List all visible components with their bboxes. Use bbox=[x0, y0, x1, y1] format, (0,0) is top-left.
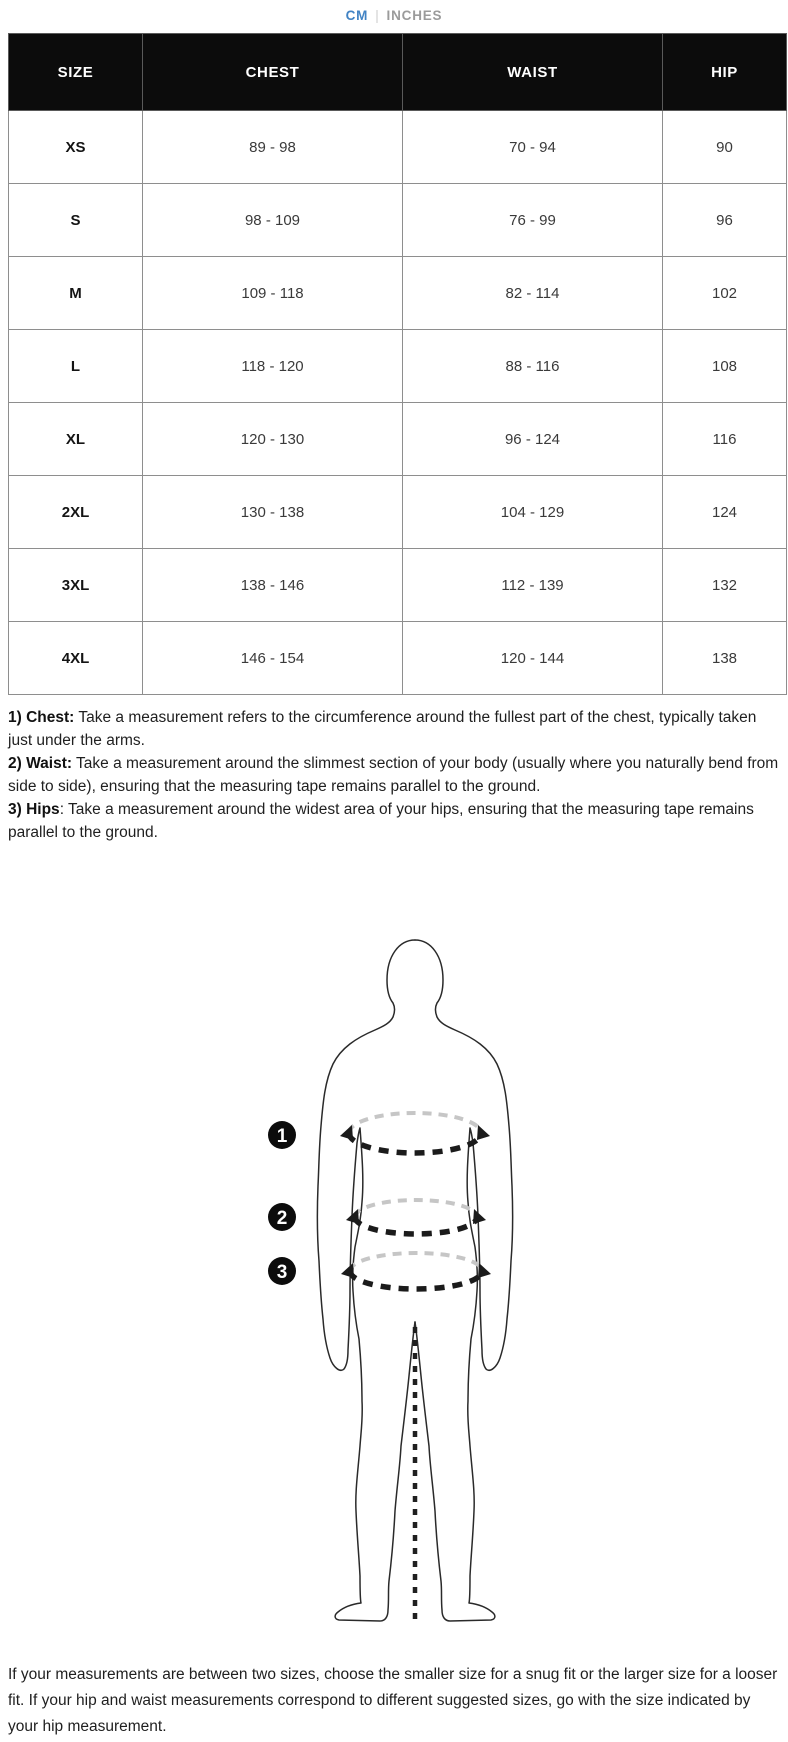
waist-value: 76 - 99 bbox=[403, 184, 663, 257]
waist-value: 112 - 139 bbox=[403, 549, 663, 622]
size-label: 3XL bbox=[9, 549, 143, 622]
table-row bbox=[9, 330, 787, 403]
hip-value: 108 bbox=[663, 330, 787, 403]
hip-value: 102 bbox=[663, 257, 787, 330]
table-row bbox=[9, 257, 787, 330]
size-chart-table bbox=[8, 33, 787, 695]
column-header-chest: CHEST bbox=[143, 34, 403, 111]
toggle-separator: | bbox=[375, 8, 380, 23]
waist-value: 96 - 124 bbox=[403, 403, 663, 476]
body-measurement-diagram bbox=[230, 930, 570, 1630]
note-chest-label: 1) Chest: bbox=[8, 709, 75, 726]
column-header-hip: HIP bbox=[663, 34, 787, 111]
toggle-cm[interactable]: CM bbox=[345, 8, 369, 23]
chest-value: 109 - 118 bbox=[143, 257, 403, 330]
column-header-size: SIZE bbox=[9, 34, 143, 111]
waist-value: 70 - 94 bbox=[403, 111, 663, 184]
sizing-advice-text: If your measurements are between two sizes, choose the smaller size for a snug fit or the larger size for a looser fit. If your hip and waist measurements correspond to different suggested sizes, go with the size indicated by your hip measurement. bbox=[8, 1666, 778, 1735]
marker-3-hips bbox=[268, 1257, 296, 1285]
chest-value: 146 - 154 bbox=[143, 622, 403, 695]
chest-value: 89 - 98 bbox=[143, 111, 403, 184]
hip-value: 124 bbox=[663, 476, 787, 549]
table-row bbox=[9, 403, 787, 476]
svg-text:3: 3 bbox=[276, 1262, 288, 1283]
measurement-notes bbox=[8, 706, 780, 844]
waist-value: 82 - 114 bbox=[403, 257, 663, 330]
svg-text:2: 2 bbox=[276, 1208, 288, 1229]
table-header-row bbox=[9, 34, 787, 111]
body-outline bbox=[317, 940, 512, 1621]
note-hips bbox=[8, 798, 780, 844]
hip-value: 132 bbox=[663, 549, 787, 622]
hip-value: 138 bbox=[663, 622, 787, 695]
note-waist-label: 2) Waist: bbox=[8, 755, 73, 772]
chest-value: 118 - 120 bbox=[143, 330, 403, 403]
size-label: XS bbox=[9, 111, 143, 184]
note-waist-text: Take a measurement around the slimmest section of your body (usually where you naturally bend from side to side), ensuring that the measuring tape remains parallel to the ground. bbox=[8, 755, 779, 795]
table-row bbox=[9, 184, 787, 257]
note-chest-text: Take a measurement refers to the circumference around the fullest part of the chest, typically taken just under the arms. bbox=[8, 709, 757, 749]
marker-1-chest bbox=[268, 1121, 296, 1149]
chest-measure-line bbox=[340, 1113, 490, 1153]
marker-2-waist bbox=[268, 1203, 296, 1231]
waist-value: 104 - 129 bbox=[403, 476, 663, 549]
note-chest bbox=[8, 706, 780, 752]
size-label: 2XL bbox=[9, 476, 143, 549]
table-row bbox=[9, 476, 787, 549]
size-label: 4XL bbox=[9, 622, 143, 695]
chest-value: 98 - 109 bbox=[143, 184, 403, 257]
hip-value: 96 bbox=[663, 184, 787, 257]
chest-value: 120 - 130 bbox=[143, 403, 403, 476]
table-row bbox=[9, 549, 787, 622]
hip-value: 116 bbox=[663, 403, 787, 476]
waist-measure-line bbox=[346, 1200, 486, 1234]
size-label: S bbox=[9, 184, 143, 257]
chest-value: 138 - 146 bbox=[143, 549, 403, 622]
units-toggle bbox=[0, 8, 788, 23]
waist-value: 120 - 144 bbox=[403, 622, 663, 695]
waist-value: 88 - 116 bbox=[403, 330, 663, 403]
table-row bbox=[9, 622, 787, 695]
hip-value: 90 bbox=[663, 111, 787, 184]
size-label: L bbox=[9, 330, 143, 403]
column-header-waist: WAIST bbox=[403, 34, 663, 111]
table-row bbox=[9, 111, 787, 184]
svg-text:1: 1 bbox=[276, 1126, 288, 1147]
note-waist bbox=[8, 752, 780, 798]
size-label: XL bbox=[9, 403, 143, 476]
size-label: M bbox=[9, 257, 143, 330]
toggle-inches[interactable]: INCHES bbox=[386, 8, 443, 23]
hip-measure-line bbox=[341, 1253, 491, 1289]
note-hips-label: 3) Hips bbox=[8, 801, 60, 818]
chest-value: 130 - 138 bbox=[143, 476, 403, 549]
note-hips-text: : Take a measurement around the widest area of your hips, ensuring that the measuring tape remains parallel to the ground. bbox=[8, 801, 754, 841]
